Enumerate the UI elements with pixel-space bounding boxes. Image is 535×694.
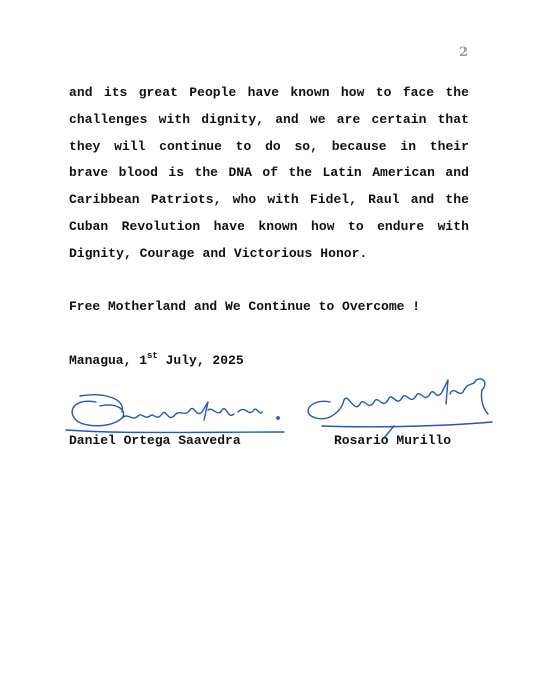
place-and-date [69, 348, 244, 374]
closing-line: Free Motherland and We Continue to Overcome ! [69, 299, 421, 314]
date-ordinal-suffix: st [147, 350, 158, 361]
page-number: 2 [458, 45, 468, 60]
letter-body-paragraph: and its great People have known how to face the challenges with dignity, and we are certain that they will continue to do so, because in their brave blood is the DNA of the Latin American and Caribbean Patriots, who with Fidel, Raul and the Cuban Revolution have known how to endure with Dignity, Courage and Victorious Honor. [69, 85, 469, 261]
date-text: July, 2025 [157, 353, 244, 368]
place-text: Managua, 1 [69, 353, 148, 368]
signer-name-left: Daniel Ortega Saavedra [69, 433, 241, 448]
signer-name-right: Rosario Murillo [334, 433, 452, 448]
